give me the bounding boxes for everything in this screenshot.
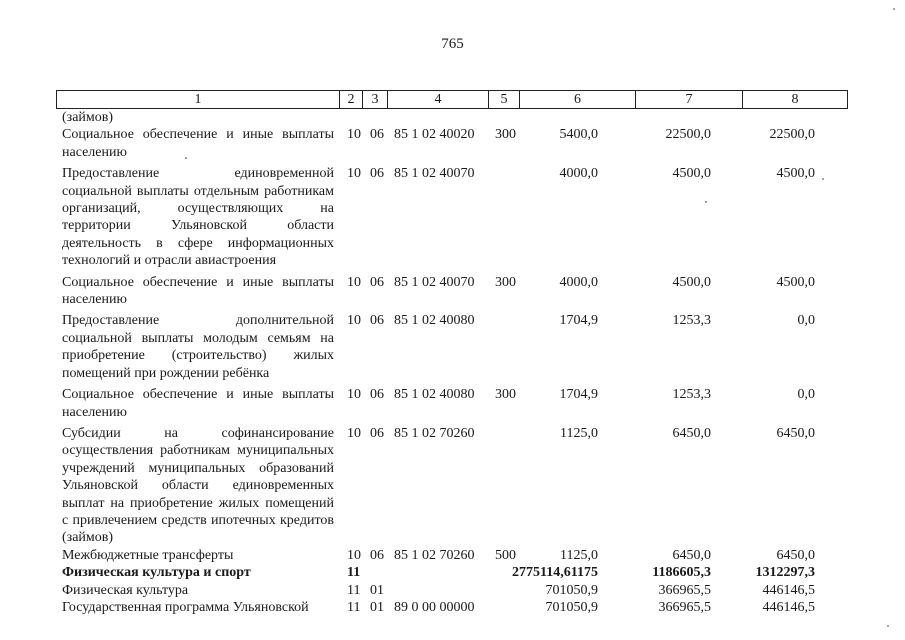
row-subsection: 06	[370, 313, 384, 329]
row-subsection: 06	[370, 274, 384, 290]
row-section: 11	[347, 599, 361, 615]
row-value-col6: 701050,9	[545, 599, 598, 615]
row-value-col8: 4500,0	[776, 274, 815, 290]
table-row	[0, 564, 905, 581]
scan-speck	[822, 178, 824, 180]
row-name: Предоставление единовременной социальной выплаты отдельным работникам организаций, осуществляющих на территории Ульяновской области деятельность в сфере информационных технологий и отрасли авиастроения	[62, 166, 334, 269]
row-value-col7: 1186605,3	[652, 565, 711, 581]
header-cell-5: 5	[488, 90, 520, 109]
row-value-col8: 22500,0	[769, 127, 815, 143]
table-header	[56, 90, 847, 109]
row-value-col8: 4500,0	[776, 166, 815, 182]
row-value-col6: 701050,9	[545, 582, 598, 598]
row-value-col7: 4500,0	[672, 274, 711, 290]
header-cell-6: 6	[519, 90, 636, 109]
row-target-code: 85 1 02 40080	[394, 387, 475, 403]
page-number: 765	[441, 36, 464, 52]
row-value-col8: 6450,0	[776, 547, 815, 563]
table-row	[0, 386, 905, 421]
row-name: Социальное обеспечение и иные выплаты населению	[62, 127, 334, 160]
row-name: Государственная программа Ульяновской	[62, 599, 309, 615]
row-expense-type: 300	[495, 127, 516, 143]
row-subsection: 06	[370, 547, 384, 563]
table-row	[0, 312, 905, 382]
table-row	[0, 126, 905, 161]
row-value-col7: 6450,0	[672, 425, 711, 441]
scan-speck	[887, 625, 889, 627]
row-target-code: 85 1 02 40070	[394, 166, 475, 182]
row-value-col7: 366965,5	[658, 582, 711, 598]
row-section: 10	[347, 387, 361, 403]
row-value-col7: 4500,0	[672, 166, 711, 182]
row-value-col8: 446146,5	[762, 582, 815, 598]
row-value-col6: 1704,9	[559, 313, 598, 329]
row-subsection: 06	[370, 387, 384, 403]
table-row	[0, 165, 905, 269]
table-row	[0, 274, 905, 309]
scan-speck	[893, 8, 895, 10]
header-cell-7: 7	[635, 90, 743, 109]
row-target-code: 85 1 02 70260	[394, 425, 475, 441]
row-value-col7: 6450,0	[672, 547, 711, 563]
table-row	[0, 425, 905, 547]
row-name: Межбюджетные трансферты	[62, 547, 234, 563]
row-expense-type: 300	[495, 387, 516, 403]
row-value-col8: 0,0	[797, 387, 815, 403]
row-target-code: 85 1 02 40070	[394, 274, 475, 290]
row-subsection: 01	[370, 599, 384, 615]
scan-speck	[705, 201, 707, 203]
row-name: Предоставление дополнительной социальной выплаты молодым семьям на приобретение (строительство) жилых помещений при рождении ребёнка	[62, 313, 334, 381]
scan-speck	[185, 157, 187, 159]
header-cell-3: 3	[362, 90, 388, 109]
header-cell-1: 1	[56, 90, 340, 109]
row-value-col6: 1704,9	[559, 387, 598, 403]
row-value-col7: 366965,5	[658, 599, 711, 615]
row-expense-type: 500	[495, 547, 516, 563]
row-value-col6: 4000,0	[559, 166, 598, 182]
row-name: Социальное обеспечение и иные выплаты населению	[62, 387, 334, 420]
row-value-col6: 4000,0	[559, 274, 598, 290]
row-section: 10	[347, 274, 361, 290]
row-section: 10	[347, 166, 361, 182]
table-row	[0, 109, 905, 126]
row-value-col6: 2775114,61175	[512, 565, 598, 581]
row-value-col6: 1125,0	[560, 547, 598, 563]
row-value-col6: 5400,0	[559, 127, 598, 143]
row-subsection: 06	[370, 166, 384, 182]
row-section: 11	[347, 582, 361, 598]
row-subsection: 01	[370, 582, 384, 598]
row-value-col6: 1125,0	[560, 425, 598, 441]
header-cell-2: 2	[339, 90, 363, 109]
header-cell-4: 4	[387, 90, 489, 109]
row-value-col8: 1312297,3	[755, 565, 815, 581]
row-value-col7: 1253,3	[672, 387, 711, 403]
row-target-code: 89 0 00 00000	[394, 599, 475, 615]
row-subsection: 06	[370, 127, 384, 143]
row-section: 10	[347, 127, 361, 143]
row-value-col8: 446146,5	[762, 599, 815, 615]
row-target-code: 85 1 02 40080	[394, 313, 475, 329]
table-row	[0, 582, 905, 599]
row-expense-type: 300	[495, 274, 516, 290]
row-value-col8: 6450,0	[776, 425, 815, 441]
row-section: 10	[347, 425, 361, 441]
table-body	[0, 109, 905, 616]
row-value-col7: 22500,0	[665, 127, 711, 143]
row-name: Физическая культура	[62, 582, 189, 598]
row-target-code: 85 1 02 70260	[394, 547, 475, 563]
row-section: 10	[347, 313, 361, 329]
row-name: Физическая культура и спорт	[62, 565, 251, 581]
row-name: Социальное обеспечение и иные выплаты населению	[62, 274, 334, 308]
row-section: 10	[347, 547, 361, 563]
row-name: (займов)	[62, 110, 114, 125]
row-value-col7: 1253,3	[672, 313, 711, 329]
table-row	[0, 547, 905, 564]
row-section: 11	[347, 565, 361, 581]
row-name: Субсидии на софинансирование осуществления работникам муниципальных учреждений муниципальных образований Ульяновской области единовременных выплат на приобретение жилых помещений с привлечением средств ипотечных кредитов (займов)	[62, 425, 334, 546]
row-subsection: 06	[370, 425, 384, 441]
table-row	[0, 599, 905, 616]
header-cell-8: 8	[742, 90, 848, 109]
row-target-code: 85 1 02 40020	[394, 127, 475, 143]
row-value-col8: 0,0	[797, 313, 815, 329]
